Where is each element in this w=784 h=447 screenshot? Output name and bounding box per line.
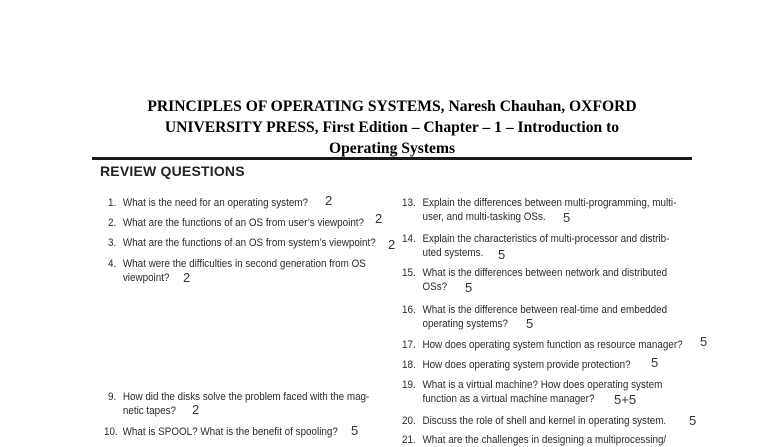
- document-title: [90, 96, 694, 159]
- title-line-1: PRINCIPLES OF OPERATING SYSTEMS, Naresh Chauhan, OXFORD: [147, 98, 637, 115]
- mark-q18: 5: [651, 355, 659, 370]
- mark-q2: 2: [375, 211, 383, 226]
- question-number: 14.: [402, 233, 416, 245]
- question-text: What is the difference between real-time and embedded: [422, 304, 668, 316]
- mark-q17: 5: [700, 334, 708, 349]
- mark-q1: 2: [325, 193, 333, 208]
- question-text: How does operating system provide protection?: [422, 359, 631, 371]
- question-text-continued: viewpoint?: [122, 272, 170, 284]
- question-text: Discuss the role of shell and kernel in operating system.: [422, 415, 667, 427]
- question-text: What is the need for an operating system?: [122, 197, 308, 209]
- question-20: [402, 414, 666, 428]
- question-text: Explain the characteristics of multi-processor and distrib-: [422, 233, 670, 245]
- question-13: [402, 196, 676, 224]
- question-text: What is a virtual machine? How does operating system: [422, 379, 663, 391]
- mark-q10: 5: [351, 423, 359, 438]
- question-4: [108, 257, 366, 285]
- question-text: What is SPOOL? What is the benefit of spooling?: [122, 426, 338, 438]
- question-number: 17.: [402, 339, 416, 351]
- mark-q13: 5: [563, 210, 571, 225]
- question-21: [402, 433, 666, 447]
- question-15: [402, 266, 667, 294]
- mark-q16: 5: [526, 316, 534, 331]
- question-number: 21.: [402, 434, 416, 446]
- heading-rule: [92, 157, 692, 160]
- question-text-continued: uted systems.: [422, 247, 484, 259]
- question-number: 10.: [104, 426, 118, 438]
- question-text-continued: OSs?: [422, 281, 448, 293]
- mark-q3: 2: [388, 237, 396, 252]
- question-text: How does operating system function as resource manager?: [422, 339, 683, 351]
- question-text: What are the challenges in designing a multiprocessing/: [422, 434, 667, 446]
- question-1: [108, 196, 308, 210]
- question-number: 4.: [108, 258, 117, 270]
- question-text-continued: operating systems?: [422, 318, 508, 330]
- question-number: 18.: [402, 359, 416, 371]
- question-text-continued: user, and multi-tasking OSs.: [422, 211, 546, 223]
- question-number: 20.: [402, 415, 416, 427]
- title-line-3: Operating Systems: [328, 140, 456, 157]
- review-questions-heading: REVIEW QUESTIONS: [100, 163, 245, 179]
- question-text: What is the differences between network and distributed: [422, 267, 668, 279]
- question-14: [402, 232, 669, 260]
- mark-q19: 5+5: [614, 392, 637, 407]
- mark-q9: 2: [192, 402, 200, 417]
- question-number: 9.: [108, 391, 117, 403]
- mark-q15: 5: [465, 280, 473, 295]
- question-16: [402, 303, 667, 331]
- question-text: Explain the differences between multi-programming, multi-: [422, 197, 677, 209]
- question-3: [108, 236, 376, 250]
- question-17: [402, 338, 683, 352]
- question-10: [104, 425, 338, 439]
- question-text: What are the functions of an OS from system’s viewpoint?: [122, 237, 376, 249]
- question-18: [402, 358, 631, 372]
- mark-q14: 5: [498, 247, 506, 262]
- question-2: [108, 216, 364, 230]
- question-number: 1.: [108, 197, 117, 209]
- question-9: [108, 390, 369, 418]
- question-number: 16.: [402, 304, 416, 316]
- question-number: 2.: [108, 217, 117, 229]
- mark-q4: 2: [183, 270, 191, 285]
- question-text-continued: function as a virtual machine manager?: [422, 393, 595, 405]
- question-number: 13.: [402, 197, 416, 209]
- mark-q20: 5: [689, 413, 697, 428]
- question-text-continued: netic tapes?: [122, 405, 177, 417]
- question-number: 3.: [108, 237, 117, 249]
- question-number: 15.: [402, 267, 416, 279]
- question-text: How did the disks solve the problem faced with the mag-: [122, 391, 370, 403]
- title-line-2: UNIVERSITY PRESS, First Edition – Chapter – 1 – Introduction to: [164, 119, 620, 136]
- question-number: 19.: [402, 379, 416, 391]
- question-text: What were the difficulties in second generation from OS: [122, 258, 366, 270]
- question-text: What are the functions of an OS from user’s viewpoint?: [122, 217, 365, 229]
